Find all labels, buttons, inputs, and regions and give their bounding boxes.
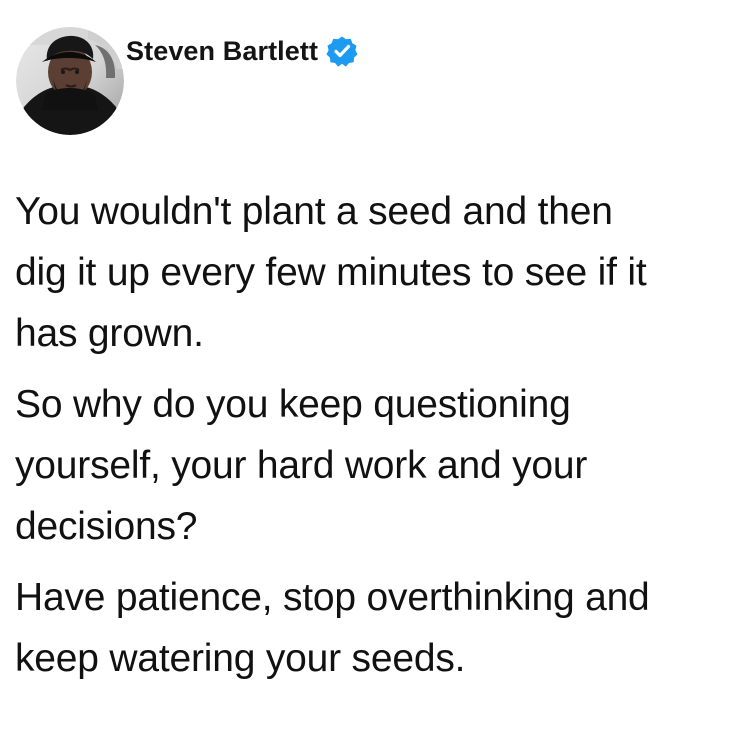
verified-badge-icon bbox=[326, 35, 358, 67]
tweet-header bbox=[16, 27, 124, 135]
author-block bbox=[126, 35, 358, 67]
tweet-paragraph-3: Have patience, stop overthinking and keep watering your seeds. bbox=[15, 576, 650, 680]
tweet-body bbox=[15, 181, 725, 699]
author-avatar[interactable] bbox=[16, 27, 124, 135]
tweet-paragraph-1: You wouldn't plant a seed and then dig it up every few minutes to see if it has grown. bbox=[15, 190, 647, 355]
author-name[interactable]: Steven Bartlett bbox=[126, 35, 319, 66]
avatar-portrait-icon bbox=[16, 27, 124, 135]
tweet-paragraph-2: So why do you keep questioning yourself, your hard work and your decisions? bbox=[15, 383, 588, 548]
